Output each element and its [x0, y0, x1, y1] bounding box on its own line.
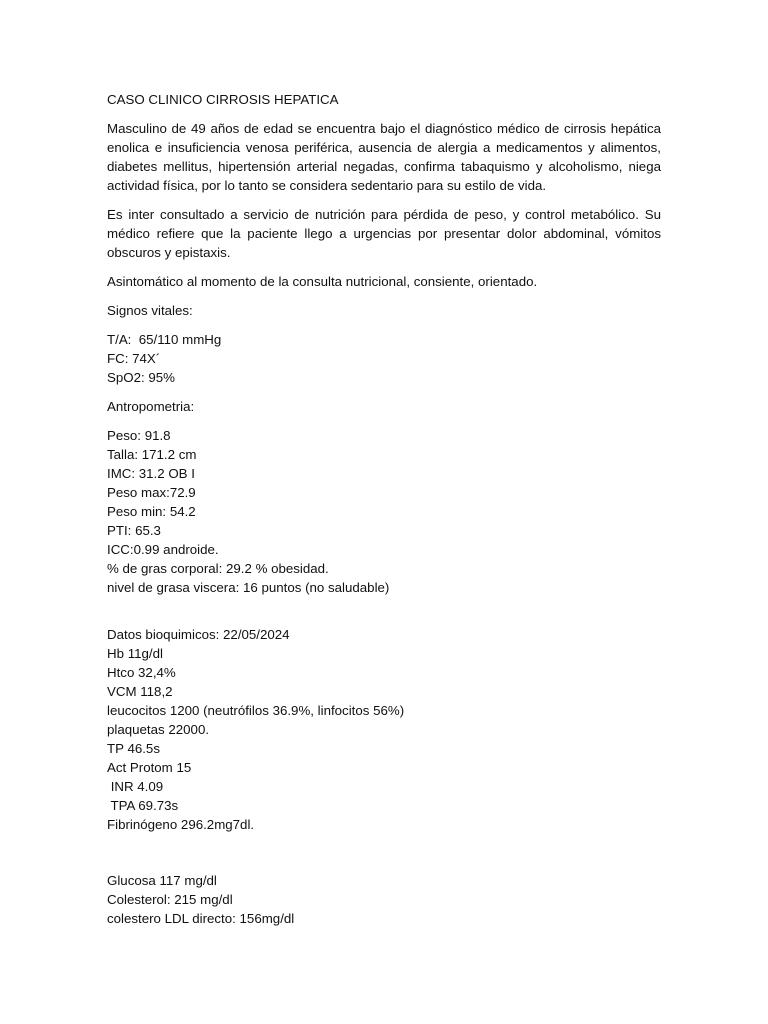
- paragraph-status: Asintomático al momento de la consulta nutricional, consiente, orientado.: [107, 274, 538, 289]
- biochem-item: plaquetas 22000.: [107, 722, 210, 737]
- vitals-item: T/A: 65/110 mmHg: [107, 332, 222, 347]
- anthropometry-item: nivel de grasa viscera: 16 puntos (no saludable): [107, 580, 390, 595]
- biochem-item: TPA 69.73s: [107, 798, 179, 813]
- anthropometry-item: PTI: 65.3: [107, 523, 161, 538]
- paragraph-patient-history: Masculino de 49 años de edad se encuentra bajo el diagnóstico médico de cirrosis hepática enolica e insuficiencia venosa periférica, ausencia de alergia a medicamentos y alimentos, diabetes mellitus, hipertensión arterial negadas, confirma tabaquismo y alcoholismo, niega actividad física, por lo tanto se considera sedentario para su estilo de vida.: [107, 121, 661, 193]
- anthropometry-item: Peso: 91.8: [107, 428, 171, 443]
- biochem-item: leucocitos 1200 (neutrófilos 36.9%, linfocitos 56%): [107, 703, 405, 718]
- anthropometry-heading: Antropometria:: [107, 399, 195, 414]
- vitals-heading: Signos vitales:: [107, 303, 193, 318]
- biochem-item: Hb 11g/dl: [107, 646, 163, 661]
- metabolic-item: colestero LDL directo: 156mg/dl: [107, 911, 295, 926]
- anthropometry-item: ICC:0.99 androide.: [107, 542, 219, 557]
- biochem-item: Fibrinógeno 296.2mg7dl.: [107, 817, 255, 832]
- biochem-list: [107, 625, 661, 834]
- anthropometry-item: Peso min: 54.2: [107, 504, 196, 519]
- biochem-item: Act Protom 15: [107, 760, 192, 775]
- spacer: [107, 607, 661, 625]
- anthropometry-item: IMC: 31.2 OB I: [107, 466, 195, 481]
- biochem-item: TP 46.5s: [107, 741, 160, 756]
- biochem-heading: Datos bioquimicos: 22/05/2024: [107, 627, 290, 642]
- document-title: CASO CLINICO CIRROSIS HEPATICA: [107, 92, 339, 107]
- biochem-item: Htco 32,4%: [107, 665, 176, 680]
- anthropometry-item: % de gras corporal: 29.2 % obesidad.: [107, 561, 329, 576]
- vitals-item: SpO2: 95%: [107, 370, 176, 385]
- metabolic-list: [107, 871, 661, 928]
- metabolic-item: Colesterol: 215 mg/dl: [107, 892, 233, 907]
- paragraph-consultation-reason: Es inter consultado a servicio de nutrición para pérdida de peso, y control metabólico. Su médico refiere que la paciente llego a urgencias por presentar dolor abdominal, vómitos obscuros y epistaxis.: [107, 207, 661, 260]
- vitals-item: FC: 74X´: [107, 351, 161, 366]
- anthropometry-list: [107, 426, 661, 597]
- anthropometry-item: Talla: 171.2 cm: [107, 447, 197, 462]
- anthropometry-item: Peso max:72.9: [107, 485, 196, 500]
- vitals-list: [107, 330, 661, 387]
- biochem-item: INR 4.09: [107, 779, 164, 794]
- biochem-item: VCM 118,2: [107, 684, 173, 699]
- document-page: [107, 90, 661, 938]
- spacer: [107, 844, 661, 871]
- metabolic-item: Glucosa 117 mg/dl: [107, 873, 217, 888]
